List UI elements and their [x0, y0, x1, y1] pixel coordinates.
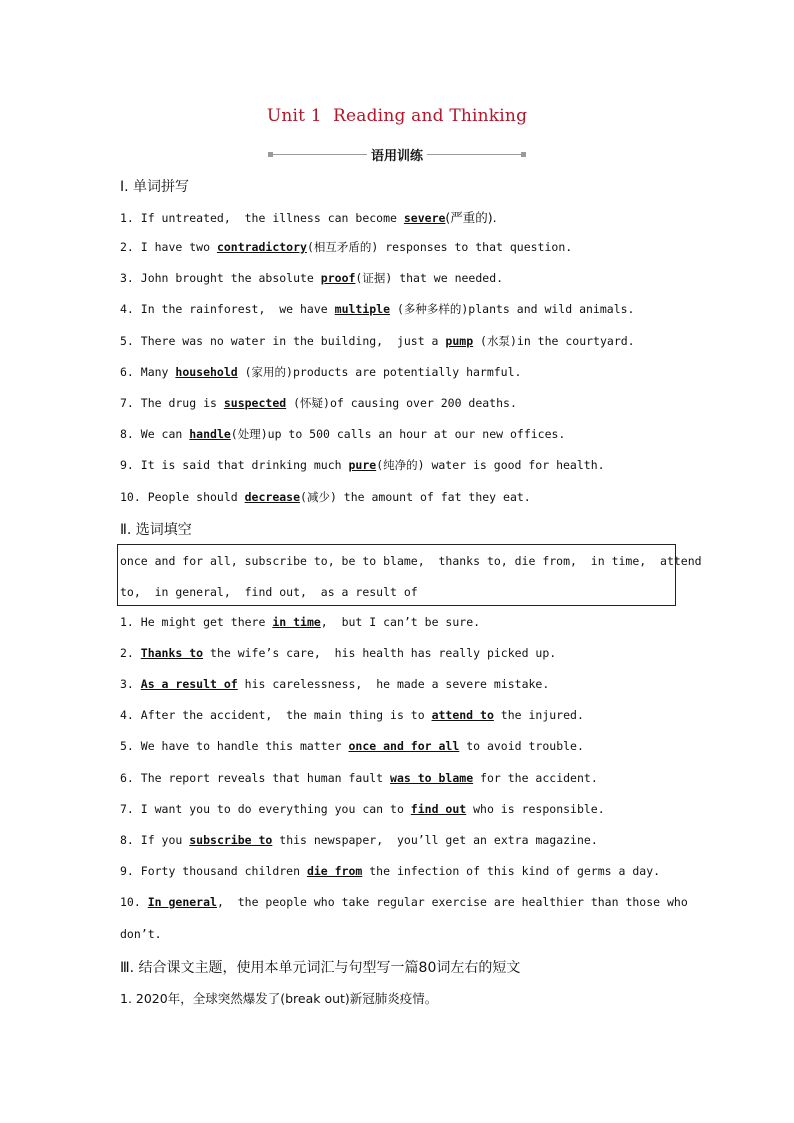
- writing-item: 1. 2020年，全球突然爆发了(break out)新冠肺炎疫情。: [120, 991, 438, 1006]
- section-heading-spelling: Ⅰ. 单词拼写: [120, 179, 190, 195]
- answer: suspected: [223, 396, 287, 410]
- spelling-item: 2. I have two contradictory(相互矛盾的) responses to that question.: [120, 240, 573, 254]
- spelling-item: 5. There was no water in the building, just a pump (水泵)in the courtyard.: [120, 334, 635, 348]
- word-bank-box: [117, 544, 702, 606]
- answer: decrease: [244, 490, 301, 504]
- fill-item: 5. We have to handle this matter once and for all to avoid trouble.: [120, 739, 584, 753]
- spelling-item: 1. If untreated, the illness can become severe(严重的).: [120, 210, 497, 225]
- fill-item: 10. In general, the people who take regular exercise are healthier than those who: [120, 895, 688, 909]
- fill-item: 4. After the accident, the main thing is to attend to the injured.: [120, 708, 584, 722]
- answer: once and for all: [348, 739, 460, 753]
- answer: pure: [348, 458, 377, 472]
- fill-item: 6. The report reveals that human fault was to blame for the accident.: [120, 771, 598, 785]
- section-banner: [268, 145, 526, 163]
- banner-right-rule: [427, 154, 521, 155]
- word-bank-line: to, in general, find out, as a result of: [120, 585, 418, 599]
- fill-item-continuation: don’t.: [120, 927, 162, 941]
- answer: In general: [147, 895, 217, 909]
- fill-item: 7. I want you to do everything you can to find out who is responsible.: [120, 802, 605, 816]
- fill-item: 3. As a result of his carelessness, he made a severe mistake.: [120, 677, 550, 691]
- section-heading-fill-in: Ⅱ. 选词填空: [120, 522, 192, 538]
- fill-item: 8. If you subscribe to this newspaper, you’ll get an extra magazine.: [120, 833, 598, 847]
- answer: was to blame: [390, 771, 474, 785]
- answer: handle: [189, 427, 231, 441]
- spelling-item: 8. We can handle(处理)up to 500 calls an hour at our new offices.: [120, 427, 566, 441]
- spelling-item: 4. In the rainforest, we have multiple (多种多样的)plants and wild animals.: [120, 302, 635, 316]
- answer: attend to: [431, 708, 494, 722]
- spelling-item: 10. People should decrease(减少) the amount of fat they eat.: [120, 490, 531, 504]
- banner-left-rule: [273, 154, 367, 155]
- spelling-item: 9. It is said that drinking much pure(纯净的) water is good for health.: [120, 458, 605, 472]
- answer: find out: [410, 802, 467, 816]
- word-bank-line: once and for all, subscribe to, be to blame, thanks to, die from, in time, attend: [120, 554, 702, 568]
- section-heading-writing: Ⅲ. 结合课文主题，使用本单元词汇与句型写一篇80词左右的短文: [120, 960, 521, 976]
- answer: in time: [272, 615, 321, 629]
- answer: severe: [403, 211, 446, 225]
- answer: contradictory: [216, 240, 307, 254]
- answer: proof: [320, 271, 356, 285]
- answer: household: [175, 365, 238, 379]
- banner-label: 语用训练: [371, 148, 424, 164]
- spelling-item: 7. The drug is suspected (怀疑)of causing over 200 deaths.: [120, 396, 517, 410]
- answer: pump: [445, 334, 474, 348]
- fill-item: 2. Thanks to the wife’s care, his health has really picked up.: [120, 646, 557, 660]
- spelling-item: 3. John brought the absolute proof(证据) that we needed.: [120, 271, 504, 285]
- answer: multiple: [334, 302, 391, 316]
- page-title: Unit 1 Reading and Thinking: [266, 106, 528, 126]
- fill-item: 1. He might get there in time, but I can’t be sure.: [120, 615, 481, 629]
- answer: die from: [306, 864, 363, 878]
- fill-item: 9. Forty thousand children die from the infection of this kind of germs a day.: [120, 864, 661, 878]
- answer: As a result of: [140, 677, 238, 691]
- spelling-item: 6. Many household (家用的)products are potentially harmful.: [120, 365, 522, 379]
- banner-right-square: [521, 152, 526, 157]
- answer: subscribe to: [189, 833, 273, 847]
- answer: Thanks to: [140, 646, 204, 660]
